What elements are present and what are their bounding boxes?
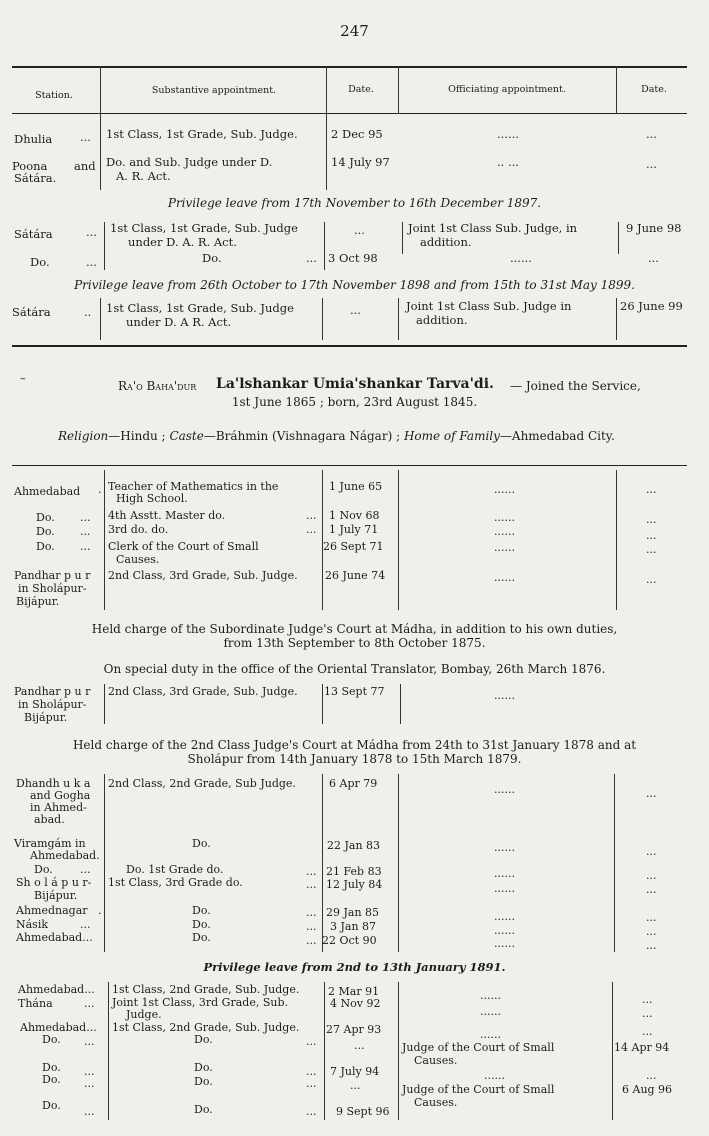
officiating: ......	[494, 783, 515, 796]
col-line	[324, 982, 325, 1120]
religion-label: Religion	[58, 429, 109, 443]
station: Ahmedabad	[14, 485, 81, 498]
dots: ...	[306, 251, 317, 265]
date: 29 Jan 85	[326, 906, 380, 919]
station: Do.	[36, 525, 55, 538]
page-number: 247	[340, 22, 369, 40]
date: 4 Nov 92	[330, 997, 381, 1010]
header-date-1: Date.	[348, 84, 374, 95]
date-2: ...	[646, 1069, 657, 1082]
dots: ...	[84, 997, 95, 1010]
station: Násik	[16, 918, 49, 931]
dots: ...	[80, 863, 91, 876]
col-line	[322, 298, 323, 340]
station: and	[74, 159, 96, 173]
note: Held charge of the 2nd Class Judge's Court at Mádha from 24th to 31st January 1878 and at	[72, 738, 637, 752]
date-2: ...	[646, 573, 657, 586]
dots: ...	[306, 878, 317, 891]
appointment: Do.	[194, 1061, 213, 1074]
appointment: Teacher of Mathematics in the	[108, 480, 279, 493]
station: in Sholápur-	[18, 582, 87, 595]
date: 7 July 94	[330, 1065, 380, 1078]
dash: –	[20, 371, 26, 385]
date: 12 July 84	[326, 878, 383, 891]
station: Ahmedabad...	[18, 983, 95, 996]
date-2: ...	[646, 529, 657, 542]
person-name: La'lshankar Umia'shankar Tarva'di.	[216, 376, 494, 392]
date-2: ...	[646, 939, 657, 952]
officiating: .. ...	[497, 155, 519, 169]
appointment: Do. 1st Grade do.	[126, 863, 224, 876]
appointment: Judge.	[126, 1008, 162, 1021]
dots: ...	[84, 1035, 95, 1048]
note: Sholápur from 14th January 1878 to 15th March 1879.	[187, 752, 522, 766]
note: Held charge of the Subordinate Judge's Court at Mádha, in addition to his own duties,	[91, 622, 618, 636]
appointment: Do.	[192, 904, 211, 917]
dots: .	[98, 483, 102, 496]
dots: ...	[306, 523, 317, 536]
date: 26 June 74	[325, 569, 386, 582]
appointment: Do.	[194, 1075, 213, 1088]
dots: ...	[306, 906, 317, 919]
date-2: ...	[646, 911, 657, 924]
officiating: Judge of the Court of Small	[402, 1041, 555, 1054]
date: ...	[354, 1039, 365, 1052]
col-line	[104, 222, 105, 270]
dots: ...	[86, 225, 97, 239]
col-line	[100, 298, 101, 340]
station: Do.	[42, 1033, 61, 1046]
station: Ahmedabad...	[16, 931, 93, 944]
date: 3 Oct 98	[328, 251, 378, 265]
date: 3 Jan 87	[330, 920, 377, 933]
date: 27 Apr 93	[326, 1023, 382, 1036]
date: 22 Oct 90	[322, 934, 377, 947]
person-dates: 1st June 1865 ; born, 23rd August 1845.	[231, 395, 478, 409]
leave-note: Privilege leave from 17th November to 16th December 1897.	[167, 196, 542, 210]
appointment: Joint 1st Class, 3rd Grade, Sub.	[112, 996, 288, 1009]
section-rule	[12, 345, 687, 347]
appointment: 2nd Class, 3rd Grade, Sub. Judge.	[108, 569, 298, 582]
col-line	[398, 982, 399, 1120]
station: abad.	[34, 813, 65, 826]
appointment: 4th Asstt. Master do.	[108, 509, 226, 522]
dots: ...	[84, 1105, 95, 1118]
dots: ...	[306, 1105, 317, 1118]
header-station: Station.	[35, 90, 73, 101]
station: Bijápur.	[34, 889, 78, 902]
caste-value: —Bráhmin (Vishnagara Nágar) ;	[203, 429, 401, 443]
station: Do.	[36, 540, 55, 553]
col-line	[326, 66, 327, 190]
home-value: —Ahmedabad City.	[499, 429, 615, 443]
dots: ...	[306, 1065, 317, 1078]
dots: ...	[84, 1077, 95, 1090]
date-2: ...	[646, 787, 657, 800]
officiating: ......	[494, 910, 515, 923]
appointment: 1st Class, 1st Grade, Sub. Judge.	[106, 127, 298, 141]
header-substantive: Substantive appointment.	[151, 85, 277, 96]
date: 21 Feb 83	[326, 865, 382, 878]
date: 1 June 65	[329, 480, 383, 493]
dots: ...	[80, 511, 91, 524]
dots: .	[98, 904, 102, 917]
station: Do.	[42, 1061, 61, 1074]
appointment: 3rd do. do.	[108, 523, 169, 536]
note: On special duty in the office of the Oriental Translator, Bombay, 26th March 1876.	[103, 662, 606, 676]
header-officiating: Officiating appointment.	[448, 84, 566, 95]
date: 14 July 97	[331, 155, 390, 169]
col-line	[322, 684, 323, 724]
col-line	[108, 982, 109, 1120]
date-2: ...	[646, 845, 657, 858]
col-line	[400, 684, 401, 724]
date: 6 Apr 79	[329, 777, 378, 790]
station: Pandhar p u r	[14, 685, 91, 698]
date-2: ...	[642, 993, 653, 1006]
dots: ...	[86, 255, 97, 269]
officiating: ......	[497, 127, 519, 141]
date-2: 26 June 99	[620, 299, 683, 313]
appointment: Do. and Sub. Judge under D.	[106, 155, 273, 169]
officiating: ......	[494, 571, 515, 584]
station: Do.	[36, 511, 55, 524]
date-2: ...	[648, 251, 659, 265]
officiating: ......	[494, 867, 515, 880]
station: Do.	[42, 1073, 61, 1086]
date: 2 Dec 95	[331, 127, 383, 141]
leave-note: Privilege leave from 2nd to 13th January 1891.	[203, 960, 506, 974]
person-joined: — Joined the Service,	[510, 379, 641, 393]
date: 2 Mar 91	[328, 985, 380, 998]
dots: ...	[80, 130, 91, 144]
officiating: ......	[494, 937, 515, 950]
table-top-rule	[12, 66, 687, 68]
station: in Sholápur-	[18, 698, 87, 711]
col-line	[104, 774, 105, 952]
date-2: ...	[646, 157, 657, 171]
date-2: ...	[646, 513, 657, 526]
station: Thána	[18, 997, 53, 1010]
officiating: Judge of the Court of Small	[402, 1083, 555, 1096]
appointment: Do.	[194, 1103, 213, 1116]
col-line	[616, 470, 617, 610]
date: 22 Jan 83	[327, 839, 381, 852]
home-label: Home of Family	[403, 429, 500, 443]
officiating: ......	[484, 1069, 505, 1082]
date-2: ...	[642, 1025, 653, 1038]
note: from 13th September to 8th October 1875.	[223, 636, 486, 650]
dots: ...	[80, 540, 91, 553]
appointment: Clerk of the Court of Small	[108, 540, 259, 553]
date-2: 9 June 98	[626, 221, 682, 235]
officiating: ......	[494, 924, 515, 937]
date-2: 6 Aug 96	[622, 1083, 673, 1096]
header-date-2: Date.	[641, 84, 667, 95]
station: Do.	[30, 255, 50, 269]
station: Bijápur.	[24, 711, 68, 724]
officiating: addition.	[416, 313, 468, 327]
appointment: under D. A. R. Act.	[128, 235, 237, 249]
dots: ...	[306, 1035, 317, 1048]
date-2: ...	[642, 1007, 653, 1020]
officiating: ......	[494, 511, 515, 524]
col-line	[402, 222, 403, 254]
officiating: ......	[494, 541, 515, 554]
col-line	[616, 66, 617, 114]
appointment: Causes.	[116, 553, 160, 566]
station: Do.	[34, 863, 53, 876]
col-line	[618, 222, 619, 254]
dots: ...	[306, 865, 317, 878]
station: Poona	[12, 159, 48, 173]
station: in Ahmed-	[30, 801, 87, 814]
officiating: ......	[494, 689, 515, 702]
dots: ..	[84, 305, 92, 319]
dots: ...	[306, 509, 317, 522]
header-bottom-rule	[12, 113, 687, 114]
date: ...	[350, 1079, 361, 1092]
station: Bijápur.	[16, 595, 60, 608]
person-title: Ra'o Baha'dur	[118, 379, 197, 393]
col-line	[324, 222, 325, 270]
person-details	[58, 430, 615, 443]
dots: ...	[80, 918, 91, 931]
date-2: 14 Apr 94	[614, 1041, 670, 1054]
date: 13 Sept 77	[324, 685, 385, 698]
appointment: 1st Class, 1st Grade, Sub. Judge	[106, 301, 294, 315]
officiating: ......	[480, 1005, 501, 1018]
date-2: ...	[646, 869, 657, 882]
appointment: 1st Class, 3rd Grade do.	[108, 876, 243, 889]
officiating: ......	[480, 989, 501, 1002]
date-2: ...	[646, 127, 657, 141]
date-2: ...	[646, 483, 657, 496]
date: 1 Nov 68	[329, 509, 380, 522]
appointment: Do.	[202, 251, 222, 265]
dots: ...	[306, 920, 317, 933]
col-line	[104, 684, 105, 724]
col-line	[322, 774, 323, 952]
station: Sátára.	[14, 171, 57, 185]
station: Sátára	[14, 227, 53, 241]
officiating: Causes.	[414, 1096, 458, 1109]
date-2: ...	[646, 883, 657, 896]
col-line	[612, 982, 613, 1120]
caste-label: Caste	[169, 429, 204, 443]
appointment: A. R. Act.	[116, 169, 171, 183]
officiating: ......	[494, 882, 515, 895]
appointment: High School.	[116, 492, 188, 505]
appointment: under D. A R. Act.	[126, 315, 232, 329]
col-line	[616, 298, 617, 340]
appointment: 1st Class, 2nd Grade, Sub. Judge.	[112, 1021, 300, 1034]
station: Sh o l á p u r-	[16, 876, 92, 889]
date: ...	[354, 223, 365, 237]
date-2: ...	[646, 925, 657, 938]
station: Ahmednagar	[16, 904, 88, 917]
table-top-rule	[12, 465, 687, 466]
date: 9 Sept 96	[336, 1105, 390, 1118]
col-line	[614, 774, 615, 952]
station: Sátára	[12, 305, 51, 319]
date: ...	[350, 303, 361, 317]
dots: ...	[80, 525, 91, 538]
officiating: ......	[494, 525, 515, 538]
col-line	[398, 774, 399, 952]
officiating: Causes.	[414, 1054, 458, 1067]
date: 1 July 71	[329, 523, 379, 536]
station: Dhulia	[14, 132, 53, 146]
col-line	[398, 470, 399, 610]
officiating: Joint 1st Class Sub. Judge, in	[408, 221, 578, 235]
station: Pandhar p u r	[14, 569, 91, 582]
officiating: ......	[510, 251, 532, 265]
officiating: addition.	[420, 235, 472, 249]
appointment: 1st Class, 2nd Grade, Sub. Judge.	[112, 983, 300, 996]
dots: ...	[306, 1077, 317, 1090]
col-line	[398, 298, 399, 340]
appointment: 2nd Class, 2nd Grade, Sub Judge.	[108, 777, 296, 790]
appointment: Do.	[192, 837, 211, 850]
religion-value: —Hindu ;	[108, 429, 166, 443]
date: 26 Sept 71	[323, 540, 384, 553]
date-2: ...	[646, 543, 657, 556]
col-line	[398, 66, 399, 114]
dots: ...	[306, 934, 317, 947]
appointment: Do.	[192, 931, 211, 944]
appointment: 2nd Class, 3rd Grade, Sub. Judge.	[108, 685, 298, 698]
station: Viramgám in	[14, 837, 86, 850]
appointment: 1st Class, 1st Grade, Sub. Judge	[110, 221, 298, 235]
leave-note: Privilege leave from 26th October to 17th November 1898 and from 15th to 31st May 1899.	[74, 278, 635, 292]
col-line	[104, 470, 105, 610]
station: and Gogha	[30, 789, 91, 802]
col-line	[100, 66, 101, 190]
officiating: ......	[480, 1028, 501, 1041]
station: Do.	[42, 1099, 61, 1112]
officiating: ......	[494, 483, 515, 496]
officiating: Joint 1st Class Sub. Judge in	[406, 299, 572, 313]
officiating: ......	[494, 841, 515, 854]
dots: ...	[84, 1065, 95, 1078]
station: Ahmedabad...	[20, 1021, 97, 1034]
appointment: Do.	[192, 918, 211, 931]
station: Dhandh u k a	[16, 777, 91, 790]
station: Ahmedabad.	[30, 849, 100, 862]
appointment: Do.	[194, 1033, 213, 1046]
